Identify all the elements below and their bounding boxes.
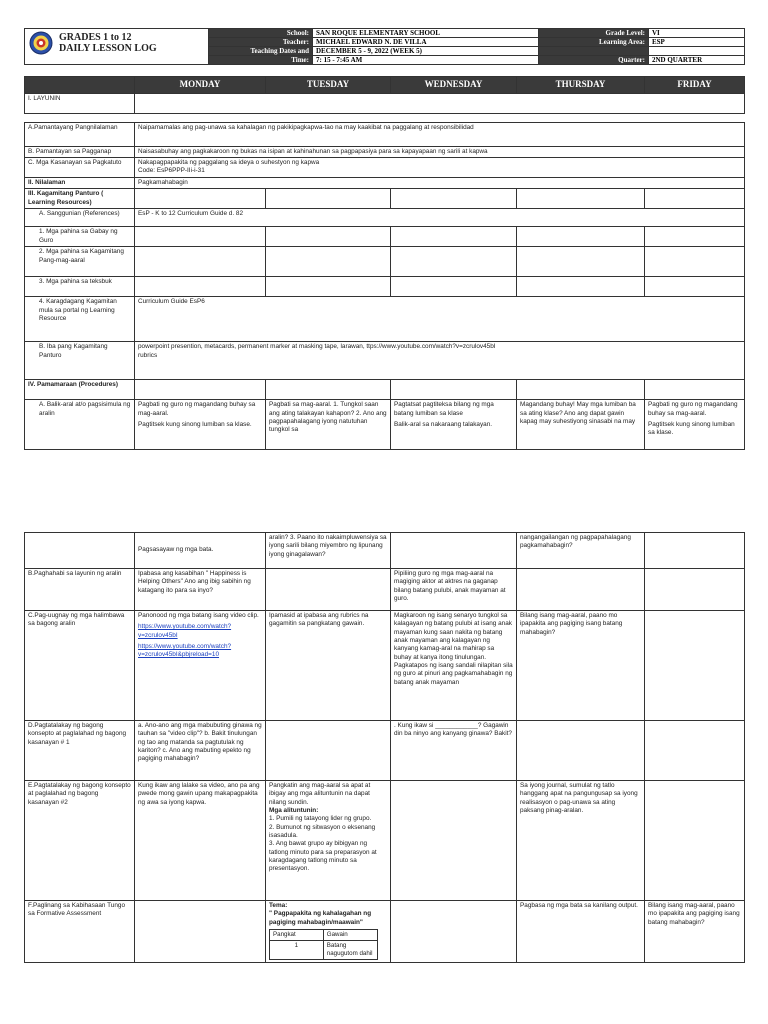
- karagdagang-kagamitan-text: Curriculum Guide EsP6: [135, 297, 745, 342]
- day-friday: FRIDAY: [645, 77, 745, 94]
- balik-aral-label: A. Balik-aral at/o pagsisimula ng aralin: [25, 400, 135, 450]
- days-corner: [25, 77, 135, 94]
- continued-monday-text: Pagsasayaw ng mga bata.: [138, 546, 214, 554]
- paghahabi-wednesday: Pipiliing guro ng mga mag-aaral na magiging aktor at aktres na gaganap bilang batang pulubi, anak mayaman at guro.: [391, 569, 517, 611]
- pamantayang-nilalaman-label: A.Pamantayang Pangnilalaman: [25, 122, 135, 146]
- teacher-label: Teacher:: [209, 38, 313, 47]
- balik-aral-wednesday-attendance: Pagtatsat pagtiteksa bilang ng mga batang lumiban sa klase: [394, 401, 494, 417]
- page-one: [24, 28, 744, 450]
- continued-tuesday: aralin? 3. Paano ito nakaimpluwensiya sa iyong sarili bilang miyembro ng lipunang iyong ginagalawan?: [266, 533, 391, 569]
- iba-pang-kagamitan-cell: [135, 342, 745, 380]
- pagtatalakay-1-label: D.Pagtatalakay ng bagong konsepto at paglalahad ng bagong kasanayan # 1: [25, 721, 135, 781]
- balik-aral-friday: [645, 400, 745, 450]
- time-value: 7: 15 - 7:45 AM: [313, 56, 539, 65]
- teacher-value: MICHAEL EDWARD N. DE VILLA: [313, 38, 539, 47]
- iba-pang-kagamitan-rubrics: rubrics: [138, 351, 158, 359]
- learning-area-value: ESP: [649, 38, 745, 47]
- kasanayan-code: Code: EsP6PPP-IIi-i-31: [138, 167, 205, 175]
- balik-aral-friday-greeting: Pagbati ng guro ng magandang buhay sa mag-aaral.: [648, 401, 738, 417]
- time-label: Time:: [209, 56, 313, 65]
- continued-thursday: nangangailangan ng pagpapahalagang pagkamahabagin?: [517, 533, 645, 569]
- header-table: [24, 28, 745, 65]
- continued-monday: [135, 533, 266, 569]
- pag-uugnay-label: C.Pag-uugnay ng mga halimbawa sa bagong aralin: [25, 611, 135, 721]
- days-header-row: [25, 77, 745, 94]
- kasanayan-label: C. Mga Kasanayan sa Pagkatuto: [25, 158, 135, 178]
- learning-area-label: Learning Area:: [539, 38, 649, 47]
- nilalaman-text: Pagkamahabagin: [135, 178, 745, 189]
- pagtatalakay-2-monday: Kung ikaw ang lalake sa video, ano pa ang pwede mong gawin upang makapagpakita ng awa sa iyong kapwa.: [135, 781, 266, 901]
- iba-pang-kagamitan-text: powerpoint presention, metacards, permanent marker at masking tape, larawan, ttps://www.youtube.com/watch?v=zcrulov45bI: [138, 343, 496, 351]
- iba-pang-kagamitan-label: B. Iba pang Kagamitang Panturo: [25, 342, 135, 380]
- header-logo-cell: [25, 29, 209, 65]
- pag-uugnay-wednesday: Magkaroon ng isang senaryo tungkol sa kalagayan ng batang pulubi at isang anak mayaman kung saan nakita ng batang anak mayaman ang kalagayan ng kanyang kamag-aral na mahirap sa buhay at kanya itong tinulungan. Pagkatapos ng isang sandali nilapitan sila ng guro at pinuri ang pagkamahabagin ng batang anak mayaman: [391, 611, 517, 721]
- alituntunin-heading: Mga alituntunin:: [269, 806, 319, 814]
- sanggunian-text: EsP - K to 12 Curriculum Guide d. 82: [135, 209, 745, 227]
- header-title-line2: DAILY LESSON LOG: [59, 43, 157, 54]
- balik-aral-friday-attendance: Pagtitsek kung sinong lumiban sa klase.: [648, 421, 735, 437]
- gawain-task: Batang nagugutom dahil: [323, 941, 377, 960]
- alituntunin-2: 2. Bumunot ng sitwasyon o eksenang isasadula.: [269, 823, 376, 839]
- deped-seal-icon: [29, 31, 53, 55]
- nilalaman-label: II. Nilalaman: [25, 178, 135, 189]
- school-label: School:: [209, 29, 313, 38]
- paghahabi-monday: Ipabasa ang kasabihan " Happiness is Helping Others" Ano ang ibig sabihin ng katagang ito para sa inyo?: [135, 569, 266, 611]
- karagdagang-kagamitan-label: 4. Karagdagang Kagamitan mula sa portal ng Learning Resource: [25, 297, 135, 342]
- layunin-content: [135, 93, 745, 113]
- blank-value: [649, 47, 745, 56]
- alituntunin-intro: Pangkatin ang mag-aaral sa apat at ibigay ang mga alituntunin na dapat nilang sundin.: [269, 782, 371, 806]
- pag-uugnay-monday-text: Panonood ng mga batang isang video clip.: [138, 612, 259, 619]
- tema-text: " Pagpapakita ng kahalagahan ng pagiging mahabagin/maawain": [269, 910, 372, 926]
- paghahabi-label: B.Paghahabi sa layunin ng aralin: [25, 569, 135, 611]
- quarter-label: Quarter:: [539, 56, 649, 65]
- lesson-table-page1: [24, 76, 745, 114]
- video-link-2[interactable]: https://www.youtube.com/watch?v=zcrulov45bI&pbjreload=10: [138, 642, 232, 659]
- pangkat-number: 1: [270, 941, 324, 960]
- pamantayang-nilalaman-text: Naipamamalas ang pag-unawa sa kahalagan ng pakikipagkapwa-tao na may kaakibat na paggalang at responsibilidad: [135, 122, 745, 146]
- gawain-header: Gawain: [323, 929, 377, 940]
- tema-heading: Tema:: [269, 902, 288, 909]
- pamantayan-pagganap-label: B. Pamantayan sa Pagganap: [25, 146, 135, 157]
- paglinang-thursday: Pagbasa ng mga bata sa kanilang output.: [517, 901, 645, 963]
- day-wednesday: WEDNESDAY: [391, 77, 517, 94]
- balik-aral-wednesday-review: Balik-aral sa nakaraang talakayan.: [394, 421, 493, 428]
- layunin-label: I. LAYUNIN: [25, 93, 135, 113]
- paglinang-friday: Bilang isang mag-aaral, paano mo ipapakita ang pagiging isang batang mahabagin?: [645, 901, 745, 963]
- dates-label: Teaching Dates and: [209, 47, 313, 56]
- lesson-table-page1-body: [24, 122, 745, 451]
- pagtatalakay-2-tuesday: [266, 781, 391, 901]
- pamantayan-pagganap-text: Naisasabuhay ang pagkakaroon ng bukas na isipan at kahinahunan sa pagpapasiya para sa kapayapaan ng sarili at kapwa: [135, 146, 745, 157]
- video-link-1[interactable]: https://www.youtube.com/watch?v=zcrulov45bI: [138, 623, 232, 639]
- kasanayan-text: Nakapagpapakita ng paggalang sa ideya o suhestyon ng kapwa: [138, 159, 320, 167]
- quarter-value: 2ND QUARTER: [649, 56, 745, 65]
- lesson-table-page2: [24, 532, 745, 963]
- pangkat-header: Pangkat: [270, 929, 324, 940]
- pagtatalakay-2-thursday: Sa iyong journal, sumulat ng tatlo hanggang apat na pangungusap sa iyong realisasyon o pag-unawa sa ating paksang pinag-aralan.: [517, 781, 645, 901]
- balik-aral-wednesday: [391, 400, 517, 450]
- pagtatalakay-1-wednesday: . Kung ikaw si ____________? Gagawin din ba ninyo ang kanyang ginawa? Bakit?: [391, 721, 517, 781]
- dates-value: DECEMBER 5 - 9, 2022 (WEEK 5): [313, 47, 539, 56]
- pag-uugnay-thursday: Bilang isang mag-aaral, paano mo ipapakita ang pagiging isang batang mahabagin?: [517, 611, 645, 721]
- alituntunin-1: 1. Pumili ng tatayong lider ng grupo.: [269, 815, 372, 823]
- school-value: SAN ROQUE ELEMENTARY SCHOOL: [313, 29, 539, 38]
- paglinang-label: F.Paglinang sa Kabihasaan Tungo sa Formative Assessment: [25, 901, 135, 963]
- pangkat-table: [269, 929, 378, 960]
- sanggunian-label: A. Sanggunian (References): [25, 209, 135, 227]
- kagamitang-pang-mag-aaral-label: 2. Mga pahina sa Kagamitang Pang-mag-aaral: [25, 247, 135, 277]
- pagtatalakay-1-monday: a. Ano-ano ang mga mabubuting ginawa ng tauhan sa "video clip"? b. Bakit tinulungan ng tao ang matanda sa pagtutulak ng kariton? c. Ano ang mabuting epekto ng pagiging mahabagin?: [135, 721, 266, 781]
- kagamitan-label: III. Kagamitang Panturo ( Learning Resources): [25, 189, 135, 209]
- gabay-guro-label: 1. Mga pahina sa Gabay ng Guro: [25, 227, 135, 247]
- balik-aral-monday: [135, 400, 266, 450]
- balik-aral-thursday: Magandang buhay! May mga lumiban ba sa ating klase? Ano ang dapat gawin kapag may suhestiyong sinasabi na may: [517, 400, 645, 450]
- pag-uugnay-monday: [135, 611, 266, 721]
- balik-aral-monday-greeting: Pagbati ng guro ng magandang buhay sa mag-aaral.: [138, 401, 256, 417]
- day-tuesday: TUESDAY: [266, 77, 391, 94]
- teksbuk-label: 3. Mga pahina sa teksbuk: [25, 277, 135, 297]
- grade-level-label: Grade Level:: [539, 29, 649, 38]
- blank-label: [539, 47, 649, 56]
- pamamaraan-label: IV. Pamamaraan (Procedures): [25, 380, 135, 400]
- header-title-line1: GRADES 1 to 12: [59, 32, 132, 43]
- kasanayan-cell: [135, 158, 745, 178]
- pagtatalakay-2-label: E.Pagtatalakay ng bagong konsepto at paglalahad ng bagong kasanayan #2: [25, 781, 135, 901]
- day-monday: MONDAY: [135, 77, 266, 94]
- balik-aral-monday-attendance: Pagtitsek kung sinong lumiban sa klase.: [138, 421, 252, 428]
- paglinang-tuesday: [266, 901, 391, 963]
- page-two: [24, 532, 744, 963]
- alituntunin-3: 3. Ang bawat grupo ay bibigyan ng tatlong minuto para sa preparasyon at karagdagang tatlong minuto sa presentasyon.: [269, 840, 377, 873]
- pag-uugnay-tuesday: Ipamasid at ipabasa ang rubrics na gagamitin sa pangkatang gawain.: [266, 611, 391, 721]
- balik-aral-tuesday: Pagbati sa mag-aaral. 1. Tungkol saan ang ating talakayan kahapon? 2. Ano ang pagpapahalagang iyong natutuhan tungkol sa: [266, 400, 391, 450]
- day-thursday: THURSDAY: [517, 77, 645, 94]
- grade-level-value: VI: [649, 29, 745, 38]
